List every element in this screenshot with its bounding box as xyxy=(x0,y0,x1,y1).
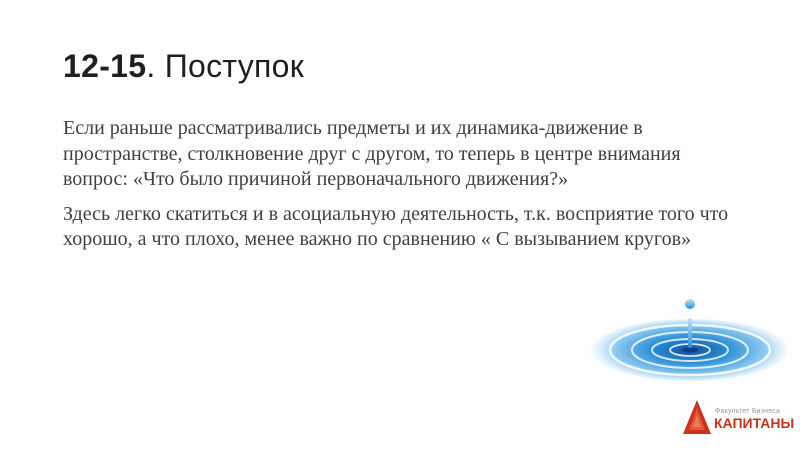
title-number: 12-15 xyxy=(63,48,147,84)
logo-mark-icon xyxy=(683,400,711,436)
paragraph: Если раньше рассматривались предметы и их динамика-движение в пространстве, столкновение друг с другом, то теперь в центре внимания вопрос: «Что было причиной первоначального движения?» xyxy=(63,117,681,190)
kapitany-logo xyxy=(683,400,798,440)
paragraph: Здесь легко скатиться и в асоциальную деятельность, т.к. восприятие того что хорошо, а что плохо, менее важно по сравнению « С вызыванием кругов» xyxy=(63,202,729,250)
water-drop-ripples-image xyxy=(580,290,800,400)
title-text: . Поступок xyxy=(146,48,305,84)
slide-title xyxy=(63,48,304,85)
slide-body xyxy=(63,116,743,262)
logo-tagline: Факультет Бизнеса xyxy=(715,408,781,415)
logo-name: КАПИТАНЫ xyxy=(714,415,795,431)
